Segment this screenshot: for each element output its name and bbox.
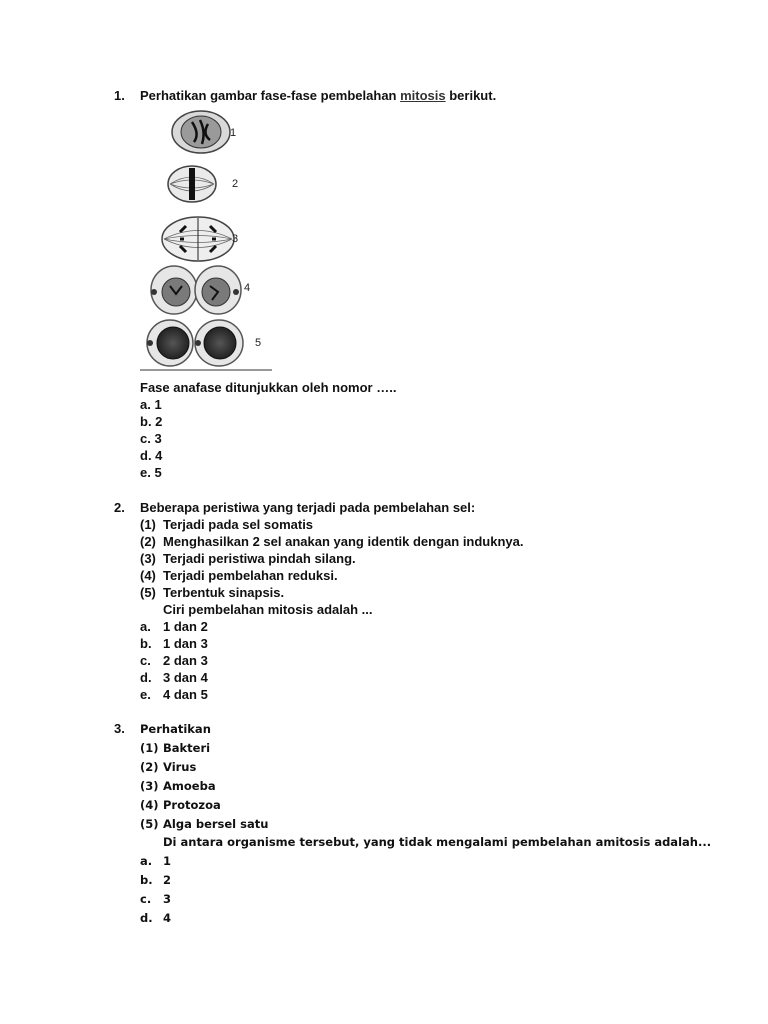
figure-label-4: 4 <box>244 282 251 294</box>
question-1-text-before: Perhatikan gambar fase-fase pembelahan <box>140 88 401 103</box>
q3-item-3-text: Amoeba <box>163 779 216 793</box>
q2-item-4-number: (4) <box>140 568 156 583</box>
q2-option-c-text: 2 dan 3 <box>163 653 208 668</box>
mitosis-link[interactable]: mitosis <box>400 88 446 103</box>
q3-item-1-number: (1) <box>140 741 159 755</box>
question-2-text: Beberapa peristiwa yang terjadi pada pembelahan sel: <box>140 500 476 515</box>
q3-item-2-text: Virus <box>163 760 197 774</box>
q2-option-e-letter: e. <box>140 687 151 702</box>
q2-option-c-letter: c. <box>140 653 151 668</box>
question-3-text: Perhatikan <box>140 722 211 736</box>
q3-option-c-letter: c. <box>140 892 152 906</box>
question-3-number: 3. <box>114 721 125 736</box>
cell-phase-2-image <box>168 166 216 202</box>
figure-label-1: 1 <box>230 127 237 139</box>
q2-item-5-text: Terbentuk sinapsis. <box>163 585 285 600</box>
cell-phase-1-image <box>172 111 230 153</box>
question-1-prompt: Fase anafase ditunjukkan oleh nomor ….. <box>140 380 397 395</box>
q3-option-b-letter: b. <box>140 873 153 887</box>
q3-item-5-number: (5) <box>140 817 159 831</box>
q3-item-1-text: Bakteri <box>163 741 211 755</box>
cell-phase-5-image <box>147 320 243 366</box>
question-2-prompt: Ciri pembelahan mitosis adalah ... <box>163 602 373 617</box>
cell-phase-4-image <box>151 266 241 314</box>
q2-item-3-text: Terjadi peristiwa pindah silang. <box>163 551 356 566</box>
q3-option-a-text: 1 <box>163 854 172 868</box>
q2-option-d-letter: d. <box>140 670 152 685</box>
q1-option-e[interactable]: e. 5 <box>140 465 162 480</box>
q3-option-a-letter: a. <box>140 854 153 868</box>
q2-item-2-number: (2) <box>140 534 156 549</box>
q3-option-c-text: 3 <box>163 892 172 906</box>
question-1-number: 1. <box>114 88 125 103</box>
figure-label-5: 5 <box>255 337 262 349</box>
q3-item-3-number: (3) <box>140 779 159 793</box>
question-1-text <box>140 88 496 103</box>
question-1-text-after: berikut. <box>445 88 497 103</box>
q1-option-c[interactable]: c. 3 <box>140 431 162 446</box>
q2-option-a-letter: a. <box>140 619 151 634</box>
q3-item-4-text: Protozoa <box>163 798 221 812</box>
q2-item-1-text: Terjadi pada sel somatis <box>163 517 314 532</box>
q2-item-2-text: Menghasilkan 2 sel anakan yang identik dengan induknya. <box>163 534 524 549</box>
question-2-number: 2. <box>114 500 125 515</box>
q2-option-b-letter: b. <box>140 636 152 651</box>
q3-option-d-text: 4 <box>163 911 172 925</box>
q3-option-d-letter: d. <box>140 911 153 925</box>
figure-label-2: 2 <box>232 178 239 190</box>
question-3-prompt: Di antara organisme tersebut, yang tidak mengalami pembelahan amitosis adalah... <box>163 835 712 849</box>
q2-option-e-text: 4 dan 5 <box>163 687 208 702</box>
cell-phase-3-image <box>162 217 234 261</box>
q2-option-b-text: 1 dan 3 <box>163 636 208 651</box>
q1-option-a[interactable]: a. 1 <box>140 397 162 412</box>
q2-option-a-text: 1 dan 2 <box>163 619 208 634</box>
q2-item-5-number: (5) <box>140 585 156 600</box>
q2-item-1-number: (1) <box>140 517 156 532</box>
q3-item-4-number: (4) <box>140 798 159 812</box>
q2-option-d-text: 3 dan 4 <box>163 670 208 685</box>
q3-item-2-number: (2) <box>140 760 159 774</box>
q3-item-5-text: Alga bersel satu <box>163 817 269 831</box>
q1-option-b[interactable]: b. 2 <box>140 414 163 429</box>
q1-option-d[interactable]: d. 4 <box>140 448 163 463</box>
figure-label-3: 3 <box>232 233 239 245</box>
q3-option-b-text: 2 <box>163 873 172 887</box>
q2-item-3-number: (3) <box>140 551 156 566</box>
q2-item-4-text: Terjadi pembelahan reduksi. <box>163 568 338 583</box>
mitosis-phases-figure <box>140 108 280 372</box>
